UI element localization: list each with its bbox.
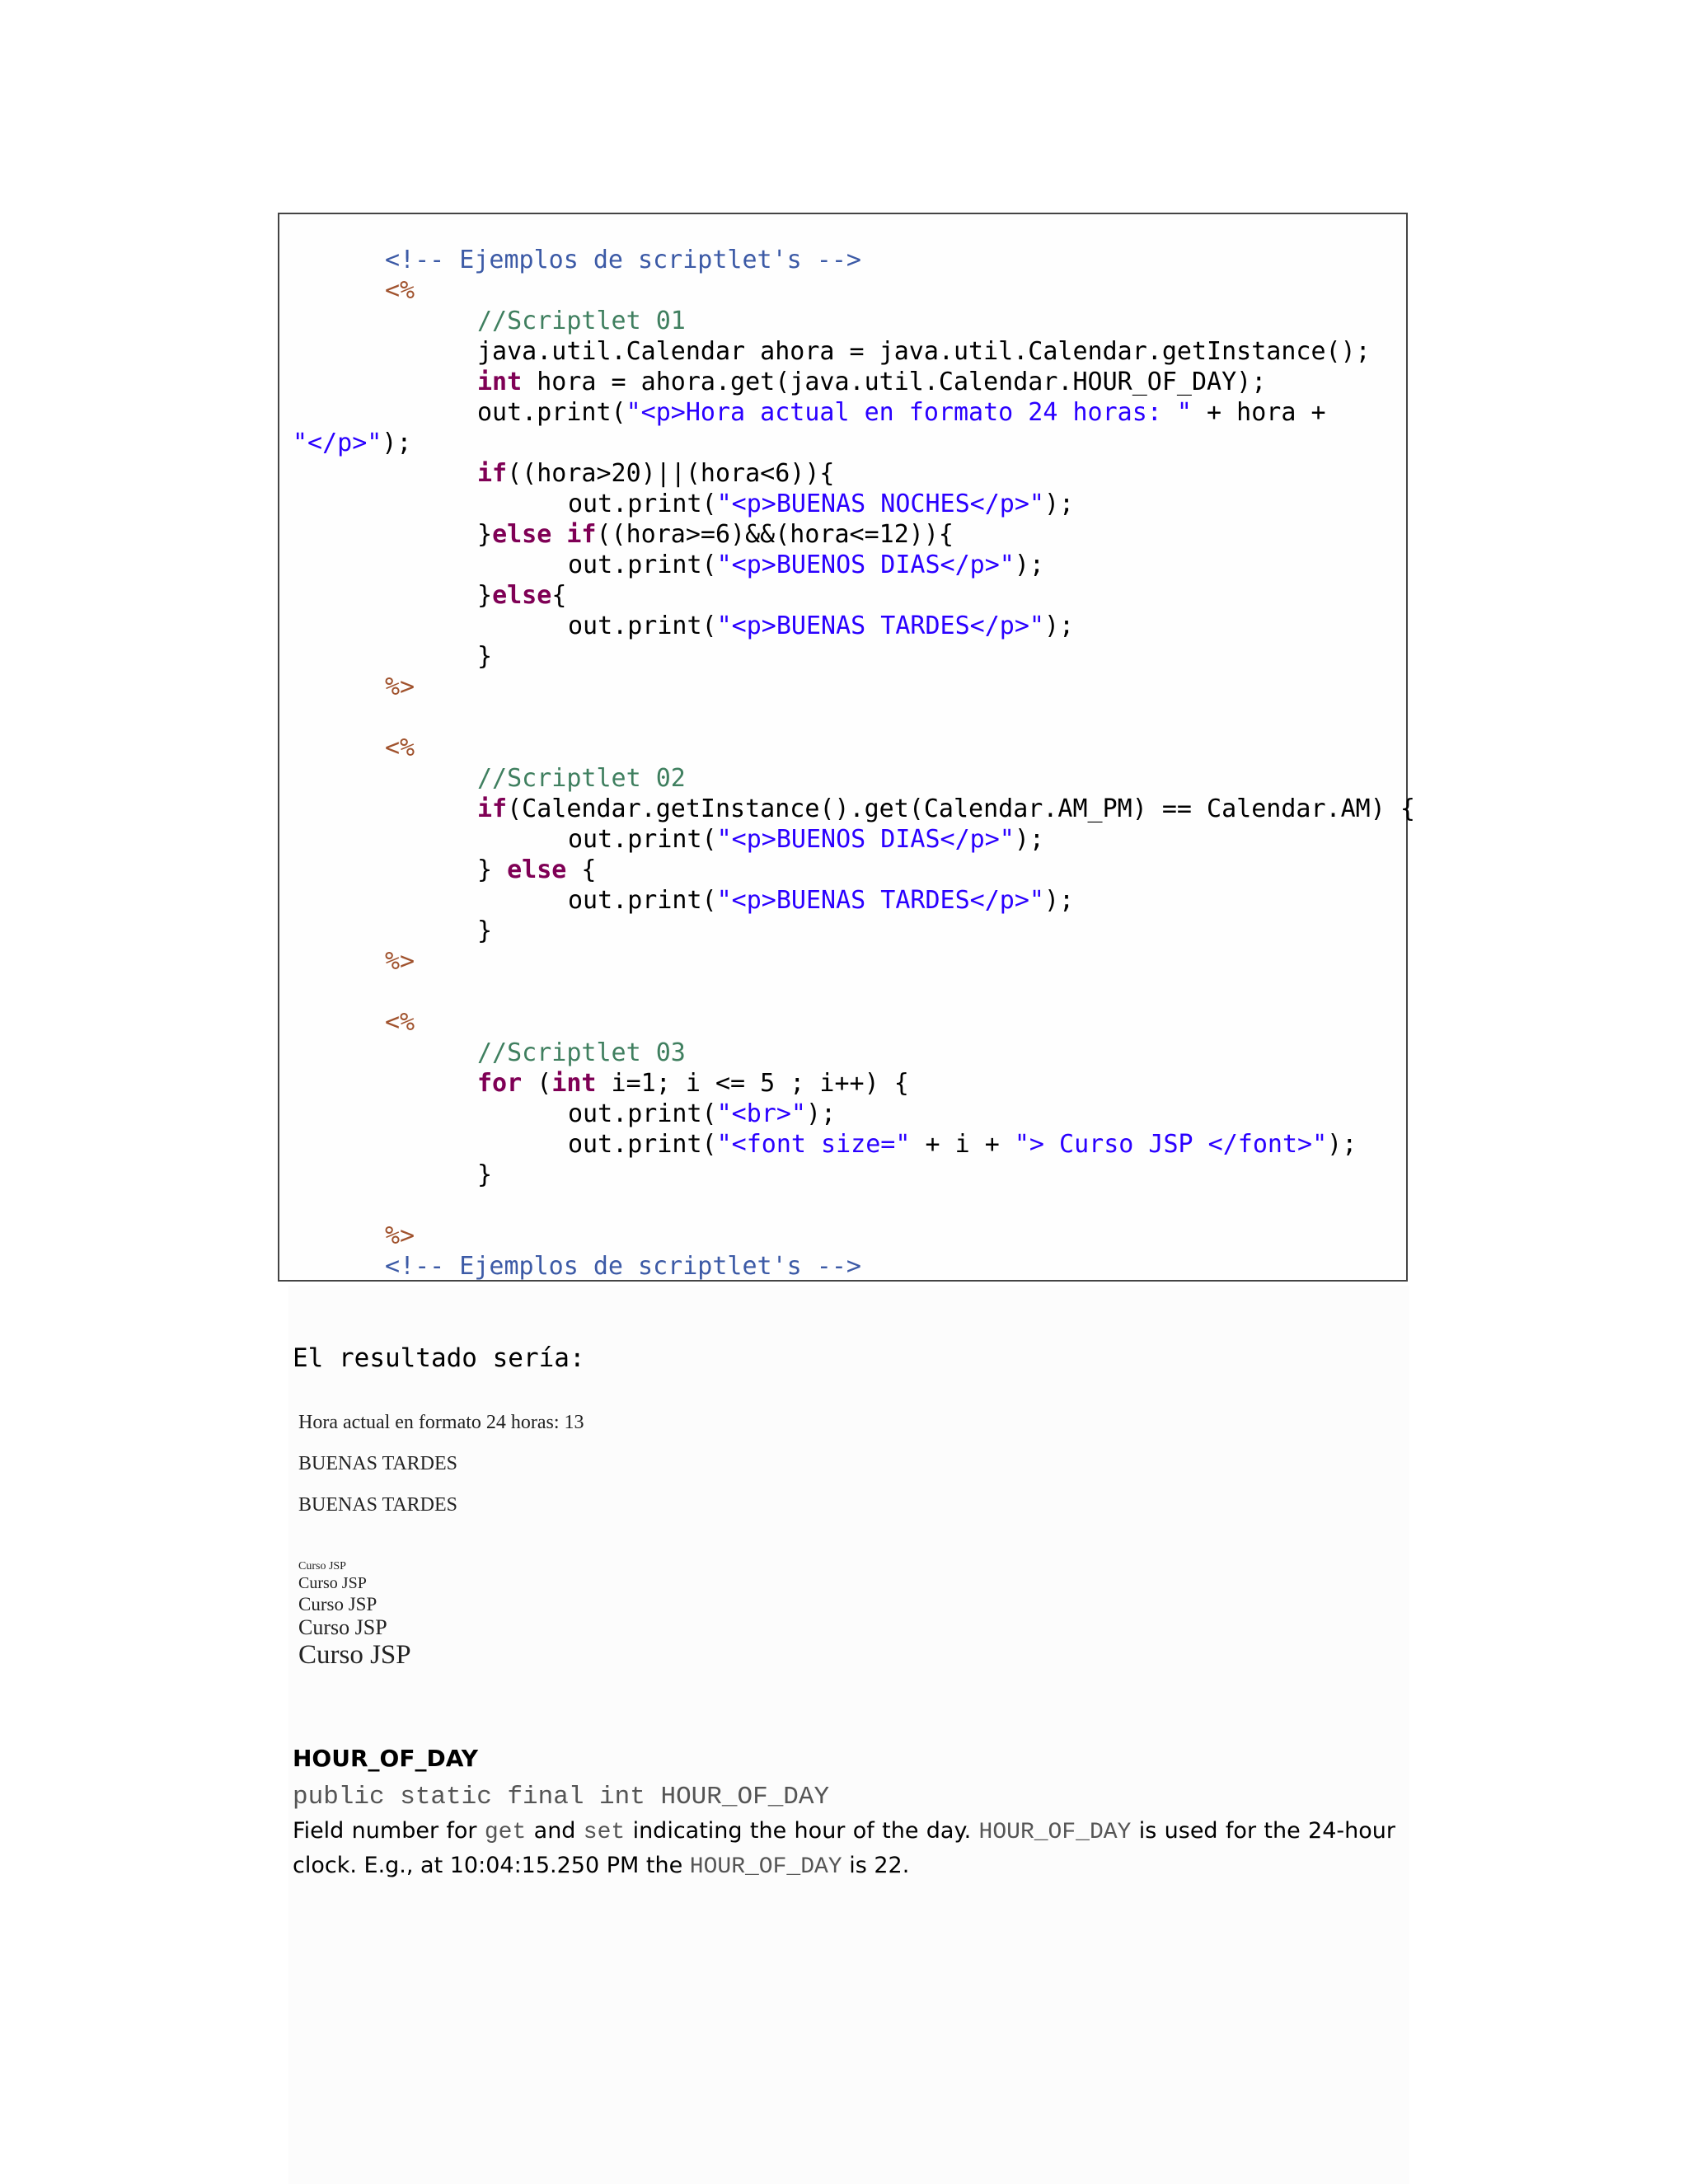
html-comment-open: <!-- Ejemplos de scriptlet's --> bbox=[385, 246, 861, 274]
code-line: if((hora>20)||(hora<6)){ bbox=[477, 459, 835, 488]
code-line: out.print("<p>BUENOS DIAS</p>"); bbox=[568, 551, 1044, 579]
code-line: out.print("<p>BUENAS TARDES</p>"); bbox=[568, 612, 1075, 640]
code-line: } bbox=[477, 916, 493, 945]
output-tardes-1: BUENAS TARDES bbox=[298, 1453, 457, 1474]
code-line: java.util.Calendar ahora = java.util.Calendar.getInstance(); bbox=[477, 337, 1371, 366]
html-comment-close: <!-- Ejemplos de scriptlet's --> bbox=[385, 1252, 861, 1281]
result-label: El resultado sería: bbox=[293, 1343, 585, 1373]
scriptlet-close-1: %> bbox=[385, 673, 415, 701]
code-line: out.print("<p>BUENOS DIAS</p>"); bbox=[568, 825, 1044, 854]
output-curso-2: Curso JSP bbox=[298, 1574, 367, 1592]
scriptlet-open-2: <% bbox=[385, 733, 415, 762]
code-line: out.print("<p>BUENAS NOCHES</p>"); bbox=[568, 490, 1075, 518]
output-curso-5: Curso JSP bbox=[298, 1640, 411, 1670]
code-line: } else { bbox=[477, 855, 597, 884]
code-line: out.print("<p>Hora actual en formato 24 horas: " + hora + bbox=[477, 398, 1326, 427]
output-curso-1: Curso JSP bbox=[298, 1560, 346, 1572]
code-line: } bbox=[477, 642, 493, 671]
code-line: if(Calendar.getInstance().get(Calendar.AM_PM) == Calendar.AM) { bbox=[477, 794, 1415, 823]
code-line: out.print("<p>BUENAS TARDES</p>"); bbox=[568, 886, 1075, 915]
output-curso-3: Curso JSP bbox=[298, 1594, 377, 1615]
code-line: }else if((hora>=6)&&(hora<=12)){ bbox=[477, 520, 954, 549]
doc-heading: HOUR_OF_DAY bbox=[293, 1745, 478, 1772]
code-line: }else{ bbox=[477, 581, 567, 610]
code-line: "</p>"); bbox=[293, 429, 412, 457]
scriptlet-01-comment: //Scriptlet 01 bbox=[477, 307, 686, 335]
output-curso-4: Curso JSP bbox=[298, 1615, 387, 1639]
scriptlet-open-3: <% bbox=[385, 1008, 415, 1037]
scriptlet-02-comment: //Scriptlet 02 bbox=[477, 764, 686, 793]
doc-description: Field number for get and set indicating the hour of the day. HOUR_OF_DAY is used for the 24-hour clock. E.g., at 10:04:15.250 PM the HOUR_OF_DAY is 22. bbox=[293, 1818, 1395, 1880]
doc-signature: public static final int HOUR_OF_DAY bbox=[293, 1783, 830, 1811]
scriptlet-close-2: %> bbox=[385, 947, 415, 976]
code-line: } bbox=[477, 1160, 493, 1189]
scriptlet-close-3: %> bbox=[385, 1221, 415, 1250]
code-line: int hora = ahora.get(java.util.Calendar.HOUR_OF_DAY); bbox=[477, 368, 1267, 396]
scriptlet-open-1: <% bbox=[385, 276, 415, 305]
code-line: out.print("<font size=" + i + "> Curso JSP </font>"); bbox=[568, 1130, 1357, 1159]
code-line: out.print("<br>"); bbox=[568, 1099, 837, 1128]
code-line: for (int i=1; i <= 5 ; i++) { bbox=[477, 1069, 909, 1098]
output-tardes-2: BUENAS TARDES bbox=[298, 1494, 457, 1516]
scriptlet-03-comment: //Scriptlet 03 bbox=[477, 1038, 686, 1067]
code-block bbox=[278, 213, 1415, 1282]
output-hora-line: Hora actual en formato 24 horas: 13 bbox=[298, 1412, 584, 1433]
